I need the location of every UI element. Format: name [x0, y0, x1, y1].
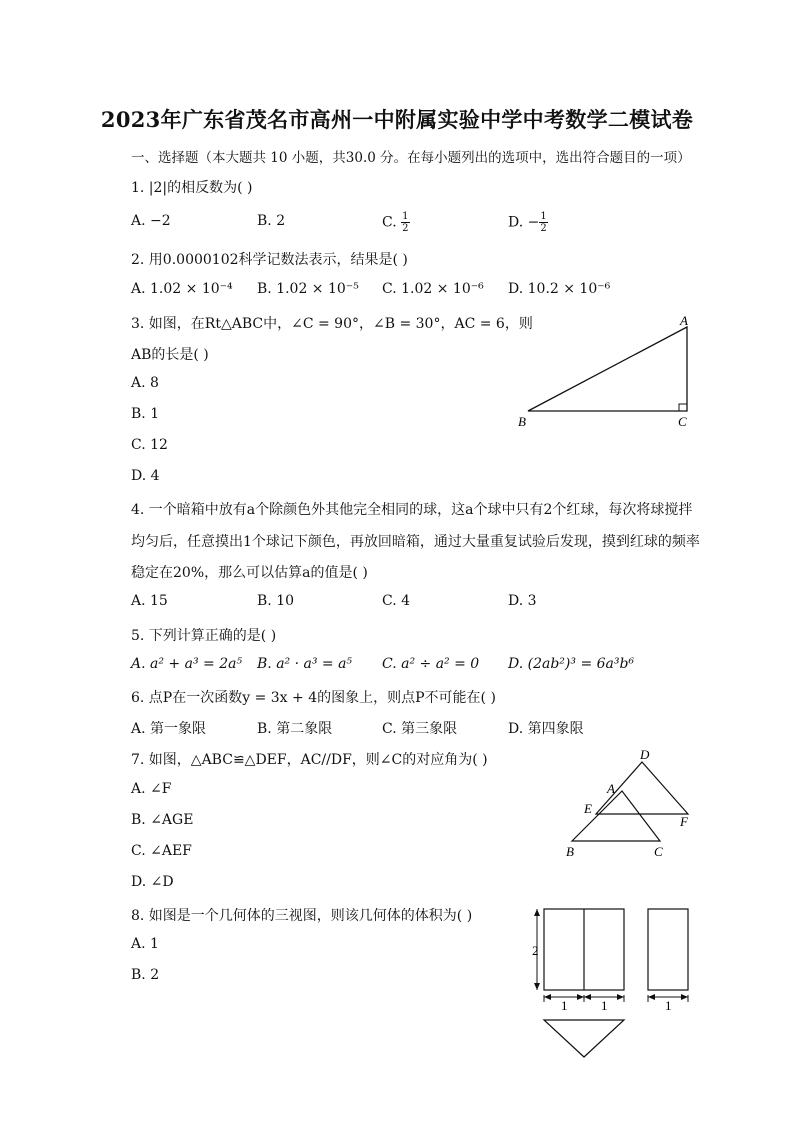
q4-stem-line1: 4. 一个暗箱中放有a个除颜色外其他完全相同的球，这a个球中只有2个红球，每次将球搅拌	[131, 502, 693, 518]
q4-option-b[interactable]: B. 10	[257, 593, 295, 609]
q5-option-b[interactable]: B. a² · a³ = a⁵	[257, 656, 353, 672]
label-b: B	[566, 844, 574, 859]
label-e: E	[584, 801, 592, 816]
width-label-3: 1	[665, 998, 672, 1013]
arrow-up	[534, 909, 540, 916]
label-c: C	[654, 844, 663, 859]
q1-option-d-label: D. −	[508, 214, 540, 231]
side-view	[648, 909, 688, 990]
triangle-abc	[528, 327, 687, 411]
q4-stem-line3: 稳定在20%，那么可以估算a的值是( )	[131, 565, 368, 581]
q1-stem: 1. |2|的相反数为( )	[131, 180, 253, 196]
q2-option-b[interactable]: B. 1.02 × 10⁻⁵	[257, 281, 359, 297]
section-header: 一、选择题（本大题共 10 小题，共30.0 分。在每小题列出的选项中，选出符合题目的一项）	[131, 150, 691, 166]
arrowhead	[544, 994, 551, 1000]
arrowhead	[648, 994, 655, 1000]
q6-option-c[interactable]: C. 第三象限	[382, 721, 458, 737]
q5-option-c[interactable]: C. a² ÷ a² = 0	[382, 656, 480, 672]
q4-option-c[interactable]: C. 4	[382, 593, 411, 609]
label-a: A	[680, 313, 688, 328]
q4-option-a[interactable]: A. 15	[131, 593, 168, 609]
label-a: A	[607, 781, 615, 796]
top-view	[544, 1020, 624, 1057]
q6-option-b[interactable]: B. 第二象限	[257, 721, 333, 737]
width-label-2: 1	[601, 998, 608, 1013]
q7-stem: 7. 如图，△ABC≌△DEF，AC//DF，则∠C的对应角为( )	[131, 752, 488, 768]
arrowhead	[584, 994, 591, 1000]
q4-stem-line2: 均匀后，任意摸出1个球记下颜色，再放回暗箱，通过大量重复试验后发现，摸到红球的频率	[131, 534, 700, 550]
q6-option-d[interactable]: D. 第四象限	[508, 721, 584, 737]
height-label: 2	[532, 943, 539, 958]
page-title: 2023年广东省茂名市高州一中附属实验中学中考数学二模试卷	[100, 107, 694, 132]
q3-option-a[interactable]: A. 8	[131, 375, 159, 391]
arrowhead	[681, 994, 688, 1000]
q1-option-d[interactable]	[508, 211, 548, 234]
q5-stem: 5. 下列计算正确的是( )	[131, 628, 277, 644]
q2-option-a[interactable]: A. 1.02 × 10⁻⁴	[131, 281, 233, 297]
q6-stem: 6. 点P在一次函数y = 3x + 4的图象上，则点P不可能在( )	[131, 690, 496, 706]
label-b: B	[518, 414, 526, 429]
arrow-down	[534, 983, 540, 990]
q3-stem-line1: 3. 如图，在Rt△ABC中，∠C = 90°，∠B = 30°，AC = 6，则	[131, 316, 533, 332]
q7-option-a[interactable]: A. ∠F	[131, 781, 172, 797]
q1-option-c-fraction: $\frac{1}{2}$	[402, 211, 409, 234]
triangle-abc	[572, 791, 660, 841]
arrowhead	[617, 994, 624, 1000]
q1-option-b[interactable]: B. 2	[257, 213, 286, 229]
q7-option-c[interactable]: C. ∠AEF	[131, 843, 192, 859]
q3-triangle-figure	[510, 310, 700, 435]
q5-option-d[interactable]: D. (2ab²)³ = 6a³b⁶	[508, 656, 635, 672]
q5-option-a[interactable]: A. a² + a³ = 2a⁵	[131, 656, 243, 672]
q8-option-b[interactable]: B. 2	[131, 967, 160, 983]
q6-option-a[interactable]: A. 第一象限	[131, 721, 207, 737]
width-label-1: 1	[561, 998, 568, 1013]
q2-option-d[interactable]: D. 10.2 × 10⁻⁶	[508, 281, 611, 297]
q8-option-a[interactable]: A. 1	[131, 936, 159, 952]
q1-option-c-label: C.	[382, 214, 397, 231]
q7-option-b[interactable]: B. ∠AGE	[131, 812, 194, 828]
q3-option-b[interactable]: B. 1	[131, 406, 160, 422]
q7-congruent-triangles-figure	[560, 745, 700, 860]
q1-option-a[interactable]: A. −2	[131, 213, 171, 229]
q1-option-d-fraction: $\frac{1}{2}$	[540, 211, 547, 234]
label-d: D	[640, 747, 650, 762]
q2-option-c[interactable]: C. 1.02 × 10⁻⁶	[382, 281, 484, 297]
right-angle-mark	[679, 404, 687, 411]
arrowhead	[577, 994, 584, 1000]
q8-three-view-figure	[522, 900, 697, 1062]
label-c: C	[678, 414, 687, 429]
q3-option-d[interactable]: D. 4	[131, 468, 160, 484]
q8-stem: 8. 如图是一个几何体的三视图，则该几何体的体积为( )	[131, 908, 473, 924]
q3-stem-line2: AB的长是( )	[131, 347, 209, 363]
q4-option-d[interactable]: D. 3	[508, 593, 537, 609]
q1-option-c[interactable]	[382, 211, 410, 234]
q7-option-d[interactable]: D. ∠D	[131, 874, 174, 890]
label-f: F	[680, 814, 688, 829]
q3-option-c[interactable]: C. 12	[131, 437, 168, 453]
q2-stem: 2. 用0.0000102科学记数法表示，结果是( )	[131, 252, 408, 268]
